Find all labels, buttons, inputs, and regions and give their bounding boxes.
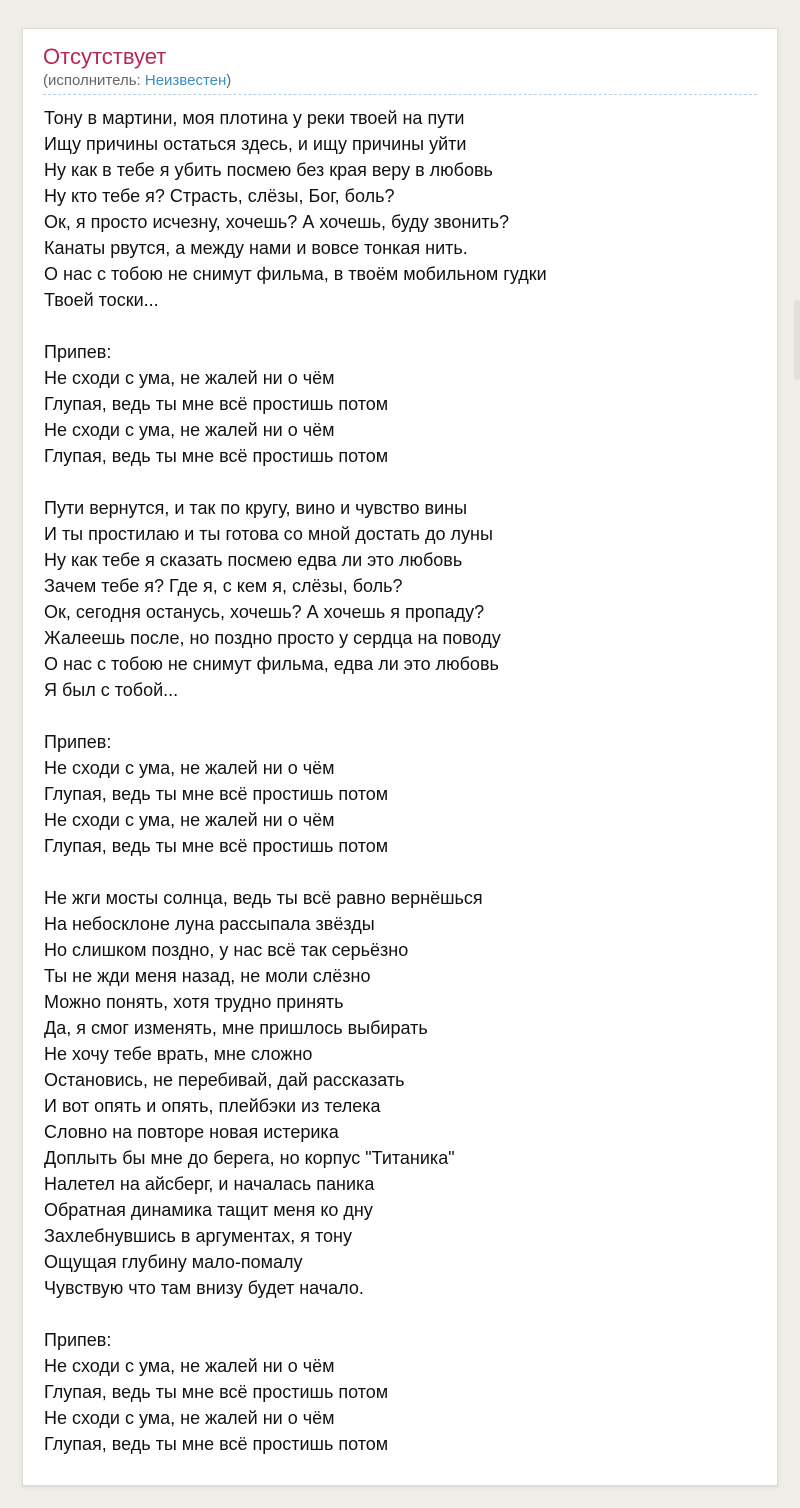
- lyrics-card: [22, 28, 778, 1486]
- chorus-label: Припев:: [44, 732, 112, 752]
- artist-line: [43, 71, 757, 95]
- lyrics-line: На небосклоне луна рассыпала звёзды: [44, 914, 375, 934]
- lyrics-stanza: [44, 339, 757, 469]
- lyrics-line: Обратная динамика тащит меня ко дну: [44, 1200, 373, 1220]
- lyrics-line: Чувствую что там внизу будет начало.: [44, 1278, 364, 1298]
- lyrics-line: Не сходи с ума, не жалей ни о чём: [44, 420, 335, 440]
- lyrics-line: Ощущая глубину мало-помалу: [44, 1252, 303, 1272]
- lyrics-line: Ну как тебе я сказать посмею едва ли это любовь: [44, 550, 463, 570]
- lyrics-line: Не сходи с ума, не жалей ни о чём: [44, 368, 335, 388]
- lyrics-line: Да, я смог изменять, мне пришлось выбирать: [44, 1018, 428, 1038]
- lyrics-line: Ты не жди меня назад, не моли слёзно: [44, 966, 371, 986]
- lyrics-line: Я был с тобой...: [44, 680, 179, 700]
- artist-suffix: ): [226, 72, 232, 89]
- lyrics-stanza: [44, 495, 757, 703]
- lyrics-line: И вот опять и опять, плейбэки из телека: [44, 1096, 381, 1116]
- lyrics-line: Захлебнувшись в аргументах, я тону: [44, 1226, 352, 1246]
- lyrics-line: Глупая, ведь ты мне всё простишь потом: [44, 784, 389, 804]
- lyrics-line: Не жги мосты солнца, ведь ты всё равно вернёшься: [44, 888, 483, 908]
- lyrics-line: Доплыть бы мне до берега, но корпус "Титаника": [44, 1148, 455, 1168]
- lyrics-line: Глупая, ведь ты мне всё простишь потом: [44, 446, 389, 466]
- scrollbar-thumb[interactable]: [794, 300, 800, 380]
- chorus-label: Припев:: [44, 342, 112, 362]
- lyrics-line: Жалеешь после, но поздно просто у сердца на поводу: [44, 628, 501, 648]
- lyrics-line: Словно на повторе новая истерика: [44, 1122, 339, 1142]
- lyrics-stanza: [44, 885, 757, 1301]
- lyrics-line: Не сходи с ума, не жалей ни о чём: [44, 1356, 335, 1376]
- lyrics-line: Глупая, ведь ты мне всё простишь потом: [44, 1382, 389, 1402]
- lyrics-line: Налетел на айсберг, и началась паника: [44, 1174, 375, 1194]
- lyrics-stanza: [44, 729, 757, 859]
- lyrics-line: Не сходи с ума, не жалей ни о чём: [44, 758, 335, 778]
- lyrics-stanza: [44, 105, 757, 313]
- lyrics-line: Ну кто тебе я? Страсть, слёзы, Бог, боль?: [44, 186, 395, 206]
- lyrics-body: [44, 105, 757, 1457]
- artist-prefix: (исполнитель:: [43, 72, 145, 89]
- lyrics-line: Твоей тоски...: [44, 290, 159, 310]
- song-title: Отсутствует: [43, 44, 167, 69]
- lyrics-line: Пути вернутся, и так по кругу, вино и чувство вины: [44, 498, 468, 518]
- artist-link[interactable]: Неизвестен: [144, 72, 227, 89]
- lyrics-line: О нас с тобою не снимут фильма, едва ли это любовь: [44, 654, 499, 674]
- lyrics-line: Глупая, ведь ты мне всё простишь потом: [44, 836, 389, 856]
- lyrics-line: Но слишком поздно, у нас всё так серьёзно: [44, 940, 409, 960]
- lyrics-line: Глупая, ведь ты мне всё простишь потом: [44, 394, 389, 414]
- lyrics-line: Не хочу тебе врать, мне сложно: [44, 1044, 313, 1064]
- lyrics-line: Ищу причины остаться здесь, и ищу причины уйти: [44, 134, 467, 154]
- lyrics-line: Канаты рвутся, а между нами и вовсе тонкая нить.: [44, 238, 468, 258]
- lyrics-line: Зачем тебе я? Где я, с кем я, слёзы, боль?: [44, 576, 403, 596]
- lyrics-line: Ок, сегодня останусь, хочешь? А хочешь я пропаду?: [44, 602, 485, 622]
- lyrics-line: Не сходи с ума, не жалей ни о чём: [44, 1408, 335, 1428]
- lyrics-line: Не сходи с ума, не жалей ни о чём: [44, 810, 335, 830]
- lyrics-line: Тону в мартини, моя плотина у реки твоей на пути: [44, 108, 465, 128]
- lyrics-line: Можно понять, хотя трудно принять: [44, 992, 344, 1012]
- chorus-label: Припев:: [44, 1330, 112, 1350]
- lyrics-line: И ты простилаю и ты готова со мной достать до луны: [44, 524, 493, 544]
- lyrics-line: Ну как в тебе я убить посмею без края веру в любовь: [44, 160, 493, 180]
- lyrics-stanza: [44, 1327, 757, 1457]
- lyrics-line: Глупая, ведь ты мне всё простишь потом: [44, 1434, 389, 1454]
- song-header: [43, 43, 757, 95]
- lyrics-line: Остановись, не перебивай, дай рассказать: [44, 1070, 405, 1090]
- lyrics-line: О нас с тобою не снимут фильма, в твоём мобильном гудки: [44, 264, 547, 284]
- lyrics-line: Ок, я просто исчезну, хочешь? А хочешь, буду звонить?: [44, 212, 510, 232]
